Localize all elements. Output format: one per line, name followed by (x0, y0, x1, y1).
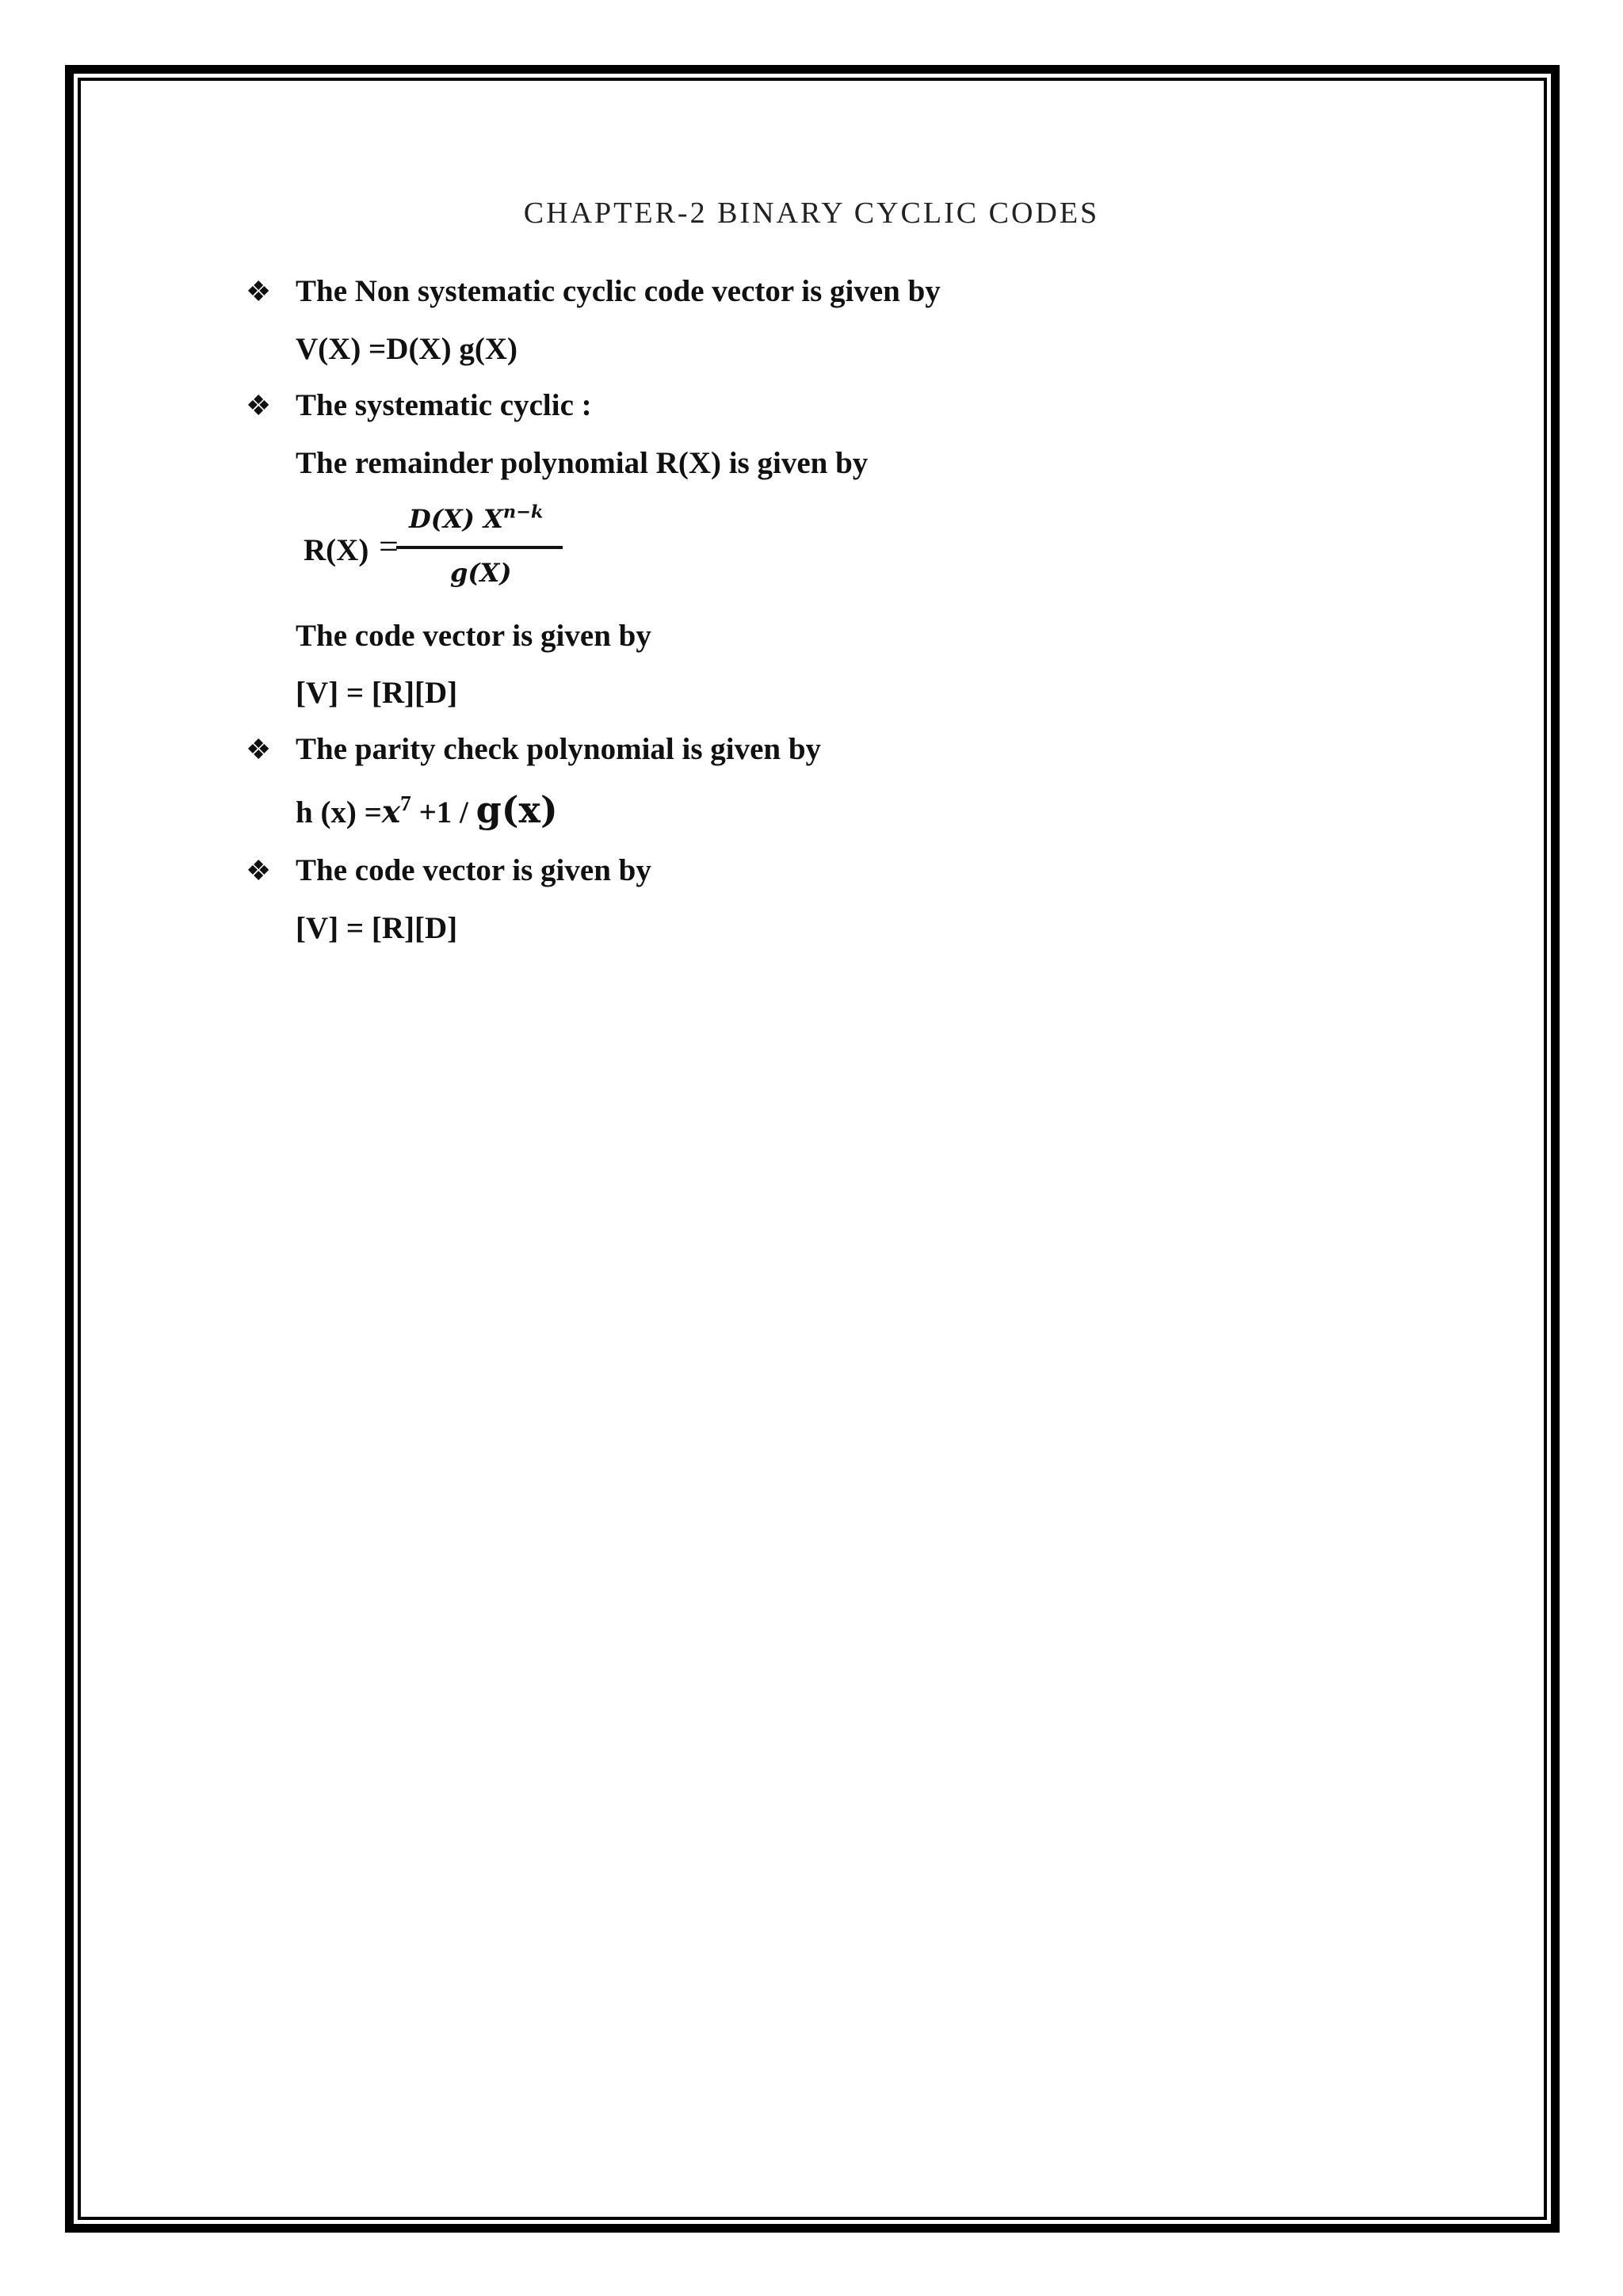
item2-title: The systematic cyclic : (296, 388, 592, 422)
bullet-diamond-icon: ❖ (246, 276, 272, 307)
item4-formula: [V] = [R][D] (296, 911, 458, 945)
bullet-diamond-icon: ❖ (246, 734, 272, 765)
item2-code-vector-text: The code vector is given by (296, 619, 651, 653)
chapter-header: CHAPTER-2 BINARY CYCLIC CODES (523, 196, 1100, 230)
item1-formula: V(X) =D(X) g(X) (296, 332, 517, 366)
bullet-diamond-icon: ❖ (246, 390, 272, 421)
item2-formula: [V] = [R][D] (296, 676, 458, 710)
rx-label: R(X) (304, 533, 369, 567)
rx-denominator: g(X) (450, 558, 512, 588)
item4-title: The code vector is given by (296, 853, 651, 887)
rx-equals: = (379, 527, 399, 566)
item1-title: The Non systematic cyclic code vector is given by (296, 274, 941, 308)
rx-numerator: D(X) $X^{n-k}$ (409, 502, 544, 534)
item3-title: The parity check polynomial is given by (296, 732, 822, 766)
fraction-bar (396, 546, 563, 549)
hx-formula: h $(x) =x^7 +1 / g(x)$ (296, 788, 558, 831)
item2-remainder-text: The remainder polynomial R(X) is given by (296, 446, 869, 480)
bullet-diamond-icon: ❖ (246, 855, 272, 887)
